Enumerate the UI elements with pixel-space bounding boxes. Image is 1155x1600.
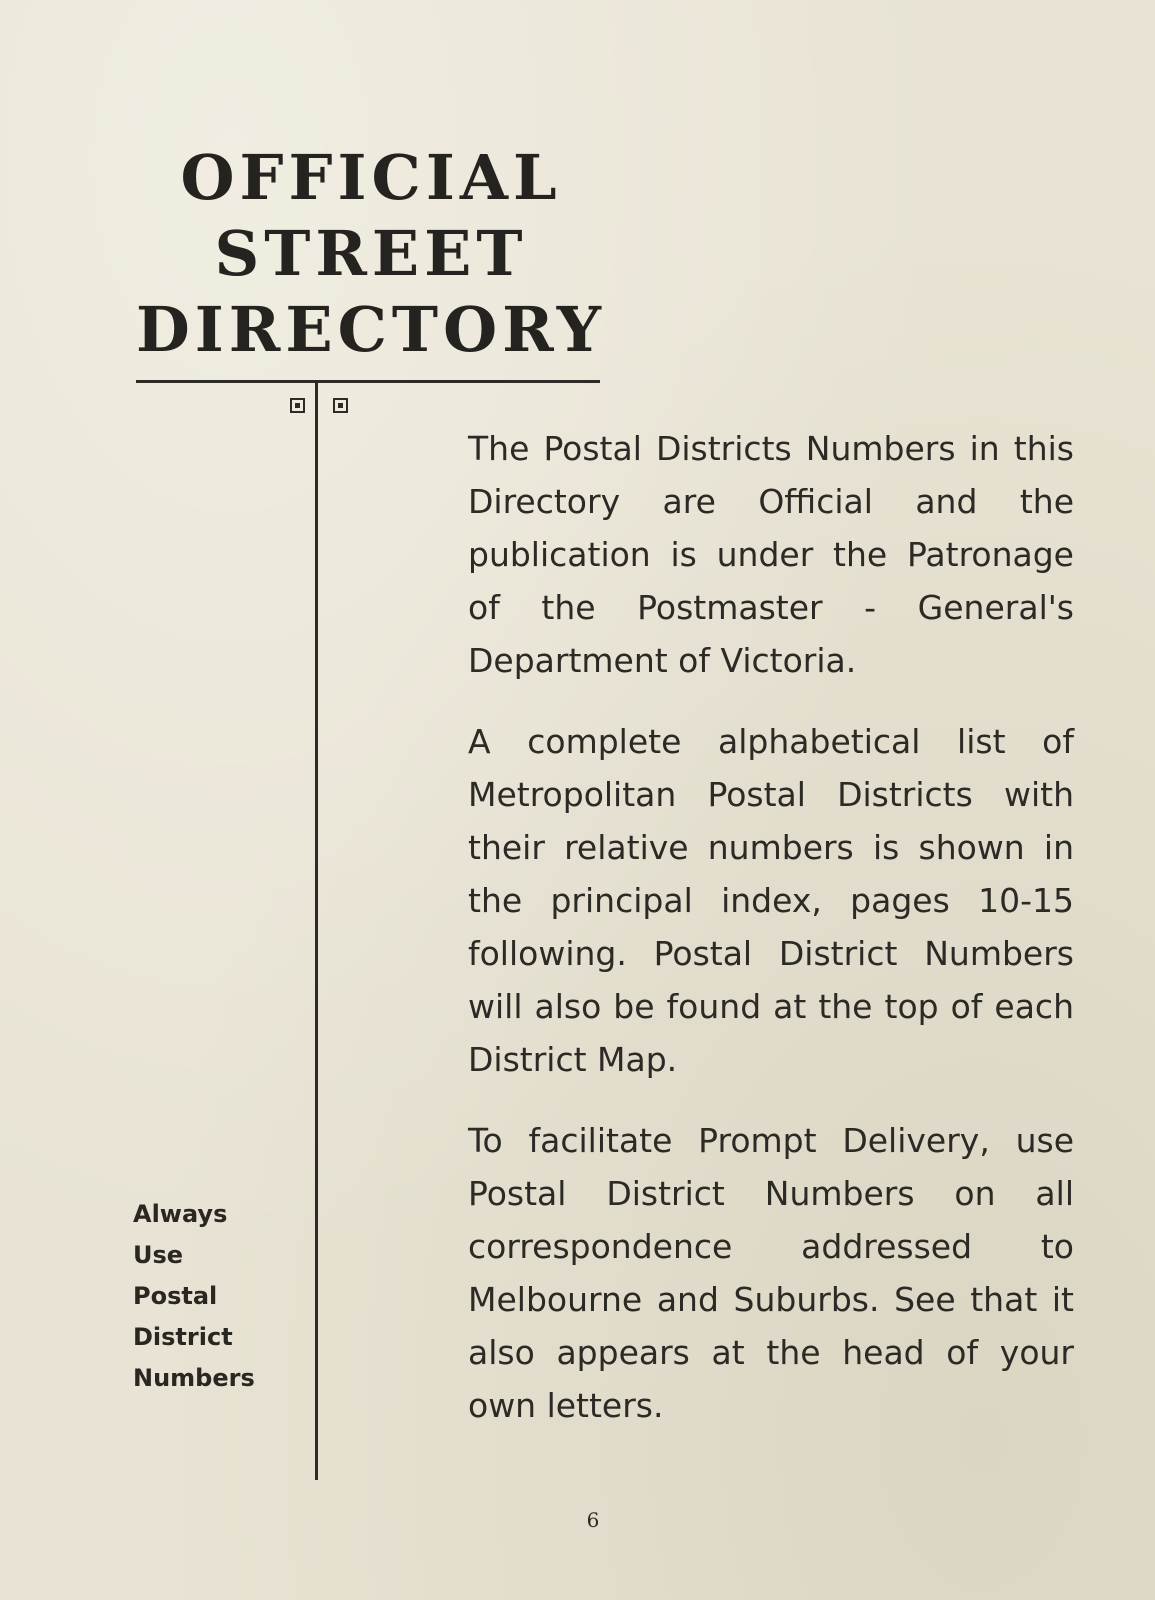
- paragraph-prompt-delivery: To facilitate Prompt Delivery, use Postal District Numbers on all correspondence addressed to Melbourne and Suburbs. See that it also appears at the head of your own letters.: [468, 1121, 1074, 1425]
- paragraph-official-numbers: The Postal Districts Numbers in this Directory are Official and the publication is under the Patronage of the Postmaster - General's Department of Victoria.: [468, 429, 1074, 680]
- paragraph-district-index: A complete alphabetical list of Metropolitan Postal Districts with their relative numbers is shown in the principal index, pages 10-15 following. Postal District Numbers will also be found at the top of each District Map.: [468, 722, 1074, 1079]
- title-line-3: DIRECTORY: [136, 293, 606, 366]
- column-divider-rule: [315, 382, 318, 1480]
- body-text: [468, 422, 1074, 1460]
- boxed-square-icon: [290, 398, 305, 413]
- title-line-2: STREET: [214, 217, 528, 290]
- page-number: 6: [586, 1508, 600, 1532]
- sidebar-line: District: [133, 1323, 233, 1351]
- page-title: [136, 140, 606, 368]
- sidebar-line: Use: [133, 1241, 184, 1269]
- title-line-1: OFFICIAL: [180, 141, 562, 214]
- sidebar-slogan: [133, 1194, 255, 1399]
- title-underline-rule: [136, 380, 600, 383]
- sidebar-line: Postal: [133, 1282, 218, 1310]
- boxed-square-icon: [333, 398, 348, 413]
- sidebar-line: Numbers: [133, 1364, 255, 1392]
- sidebar-line: Always: [133, 1200, 228, 1228]
